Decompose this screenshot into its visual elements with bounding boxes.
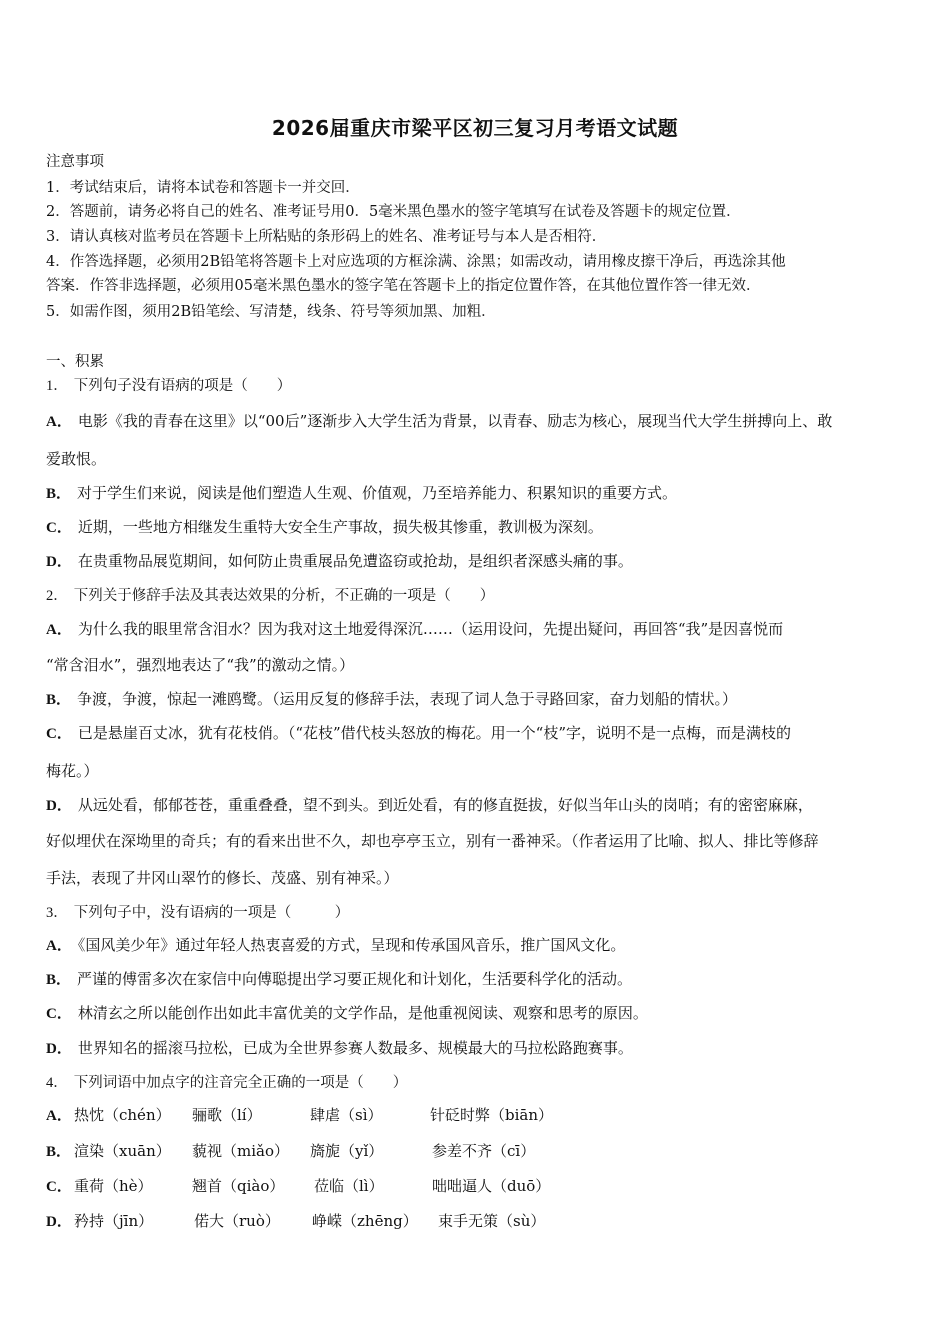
question-4-stem xyxy=(46,1071,912,1092)
q2-option-d xyxy=(46,794,912,815)
option-text: 对于学生们来说，阅读是他们塑造人生观、价值观，乃至培养能力、积累知识的重要方式。 xyxy=(77,484,678,502)
pinyin-item: 咄咄逼人（duō） xyxy=(432,1177,551,1195)
question-text: 下列句子中，没有语病的一项是（ ） xyxy=(73,905,350,921)
question-text: 下列关于修辞手法及其表达效果的分析，不正确的一项是（ ） xyxy=(73,588,495,604)
q1-option-c xyxy=(46,516,912,537)
option-label: A． xyxy=(46,414,72,430)
q1-option-b xyxy=(46,482,912,503)
pinyin-item: 骊歌（lí） xyxy=(192,1106,262,1124)
notice-heading: 注意事项 xyxy=(46,154,104,170)
option-label: C． xyxy=(46,1006,72,1022)
option-label: A． xyxy=(46,1108,72,1124)
option-label: B． xyxy=(46,1144,72,1160)
option-text: 电影《我的青春在这里》以“00后”逐渐步入大学生活为背景，以青春、励志为核心，展现当代大学生拼搏向上、敢 xyxy=(77,412,833,430)
notice-item: 答案．作答非选择题，必须用05毫米黑色墨水的签字笔在答题卡上的指定位置作答，在其他位置作答一律无效． xyxy=(46,278,761,294)
pinyin-item: 藐视（miǎo） xyxy=(192,1142,289,1160)
section-heading: 一、积累 xyxy=(46,354,104,370)
pinyin-item: 莅临（lì） xyxy=(314,1177,384,1195)
notice-item: 2．答题前，请务必将自己的姓名、准考证号用0．5毫米黑色墨水的签字笔填写在试卷及答题卡的规定位置． xyxy=(46,204,741,220)
pinyin-item: 肆虐（sì） xyxy=(310,1106,383,1124)
q2-option-b xyxy=(46,688,912,709)
notice-item: 1．考试结束后，请将本试卷和答题卡一并交回． xyxy=(46,180,360,196)
option-text: 在贵重物品展览期间，如何防止贵重展品免遭盗窃或抢劫，是组织者深感头痛的事。 xyxy=(77,552,633,570)
option-label: D． xyxy=(46,1214,72,1230)
question-text: 下列句子没有语病的项是（ ） xyxy=(73,378,292,394)
question-text: 下列词语中加点字的注音完全正确的一项是（ ） xyxy=(73,1075,408,1091)
question-2-stem xyxy=(46,584,912,605)
option-text: 林清玄之所以能创作出如此丰富优美的文学作品，是他重视阅读、观察和思考的原因。 xyxy=(77,1004,648,1022)
q2-option-c xyxy=(46,722,912,743)
option-text: 近期，一些地方相继发生重特大安全生产事故，损失极其惨重，教训极为深刻。 xyxy=(77,518,603,536)
pinyin-item: 热忱（chén） xyxy=(74,1106,171,1124)
option-label: A． xyxy=(46,938,72,954)
pinyin-item: 针砭时弊（biān） xyxy=(430,1106,554,1124)
pinyin-item: 重荷（hè） xyxy=(74,1177,153,1195)
pinyin-item: 渲染（xuān） xyxy=(74,1142,171,1160)
option-label: A． xyxy=(46,622,72,638)
notice-item: 3．请认真核对监考员在答题卡上所粘贴的条形码上的姓名、准考证号与本人是否相符． xyxy=(46,229,607,245)
question-number: 4． xyxy=(46,1075,68,1091)
question-1-stem xyxy=(46,374,912,395)
pinyin-item: 翘首（qiào） xyxy=(192,1177,285,1195)
q2-option-d-cont: 好似埋伏在深坳里的奇兵；有的看来出世不久，却也亭亭玉立，别有一番神采。（作者运用了比喻、拟人、排比等修辞 xyxy=(46,832,819,850)
q2-option-a-cont: “常含泪水”，强烈地表达了“我”的激动之情。） xyxy=(46,656,355,674)
option-label: C． xyxy=(46,520,72,536)
q2-option-d-cont: 手法，表现了井冈山翠竹的修长、茂盛、别有神采。） xyxy=(46,869,399,887)
option-text: 从远处看，郁郁苍苍，重重叠叠，望不到头。到近处看，有的修直挺拔，好似当年山头的岗哨；有的密密麻麻， xyxy=(77,796,813,814)
option-label: D． xyxy=(46,554,72,570)
option-label: B． xyxy=(46,692,72,708)
option-text: 《国风美少年》通过年轻人热衷喜爱的方式，呈现和传承国风音乐，推广国风文化。 xyxy=(77,936,626,954)
q3-option-a xyxy=(46,934,912,955)
option-text: 争渡，争渡，惊起一滩鸥鹭。（运用反复的修辞手法，表现了词人急于寻路回家，奋力划船的情状。） xyxy=(77,690,738,708)
question-3-stem xyxy=(46,901,912,922)
pinyin-item: 旖旎（yǐ） xyxy=(310,1142,384,1160)
option-label: C． xyxy=(46,1179,72,1195)
q1-option-a-cont: 爱敢恨。 xyxy=(46,450,107,468)
pinyin-item: 束手无策（sù） xyxy=(438,1212,546,1230)
pinyin-item: 参差不齐（cī） xyxy=(432,1142,536,1160)
notice-item: 5．如需作图，须用2B铅笔绘、写清楚，线条、符号等须加黑、加粗． xyxy=(46,304,496,320)
option-label: B． xyxy=(46,972,72,988)
option-text: 为什么我的眼里常含泪水？因为我对这土地爱得深沉……（运用设问，先提出疑问，再回答“我”是因喜悦而 xyxy=(77,620,784,638)
notice-item: 4．作答选择题，必须用2B铅笔将答题卡上对应选项的方框涂满、涂黑；如需改动，请用橡皮擦干净后，再选涂其他 xyxy=(46,254,786,270)
option-label: D． xyxy=(46,1041,72,1057)
q3-option-d xyxy=(46,1037,912,1058)
pinyin-item: 偌大（ruò） xyxy=(194,1212,280,1230)
option-label: D． xyxy=(46,798,72,814)
option-text: 世界知名的摇滚马拉松，已成为全世界参赛人数最多、规模最大的马拉松路跑赛事。 xyxy=(77,1039,633,1057)
option-label: B． xyxy=(46,486,72,502)
question-number: 1． xyxy=(46,378,68,394)
q1-option-a xyxy=(46,410,912,431)
option-text: 严谨的傅雷多次在家信中向傅聪提出学习要正规化和计划化，生活要科学化的活动。 xyxy=(77,970,633,988)
page-title: 2026届重庆市梁平区初三复习月考语文试题 xyxy=(271,116,679,140)
option-text: 已是悬崖百丈冰，犹有花枝俏。（“花枝”借代枝头怒放的梅花。用一个“枝”字，说明不是一点梅，而是满枝的 xyxy=(77,724,792,742)
q3-option-c xyxy=(46,1002,912,1023)
pinyin-item: 峥嵘（zhēng） xyxy=(312,1212,418,1230)
question-number: 2． xyxy=(46,588,68,604)
q2-option-a xyxy=(46,618,912,639)
q2-option-c-cont: 梅花。） xyxy=(46,762,99,780)
q1-option-d xyxy=(46,550,912,571)
q3-option-b xyxy=(46,968,912,989)
option-label: C． xyxy=(46,726,72,742)
pinyin-item: 矜持（jīn） xyxy=(74,1212,154,1230)
question-number: 3． xyxy=(46,905,68,921)
